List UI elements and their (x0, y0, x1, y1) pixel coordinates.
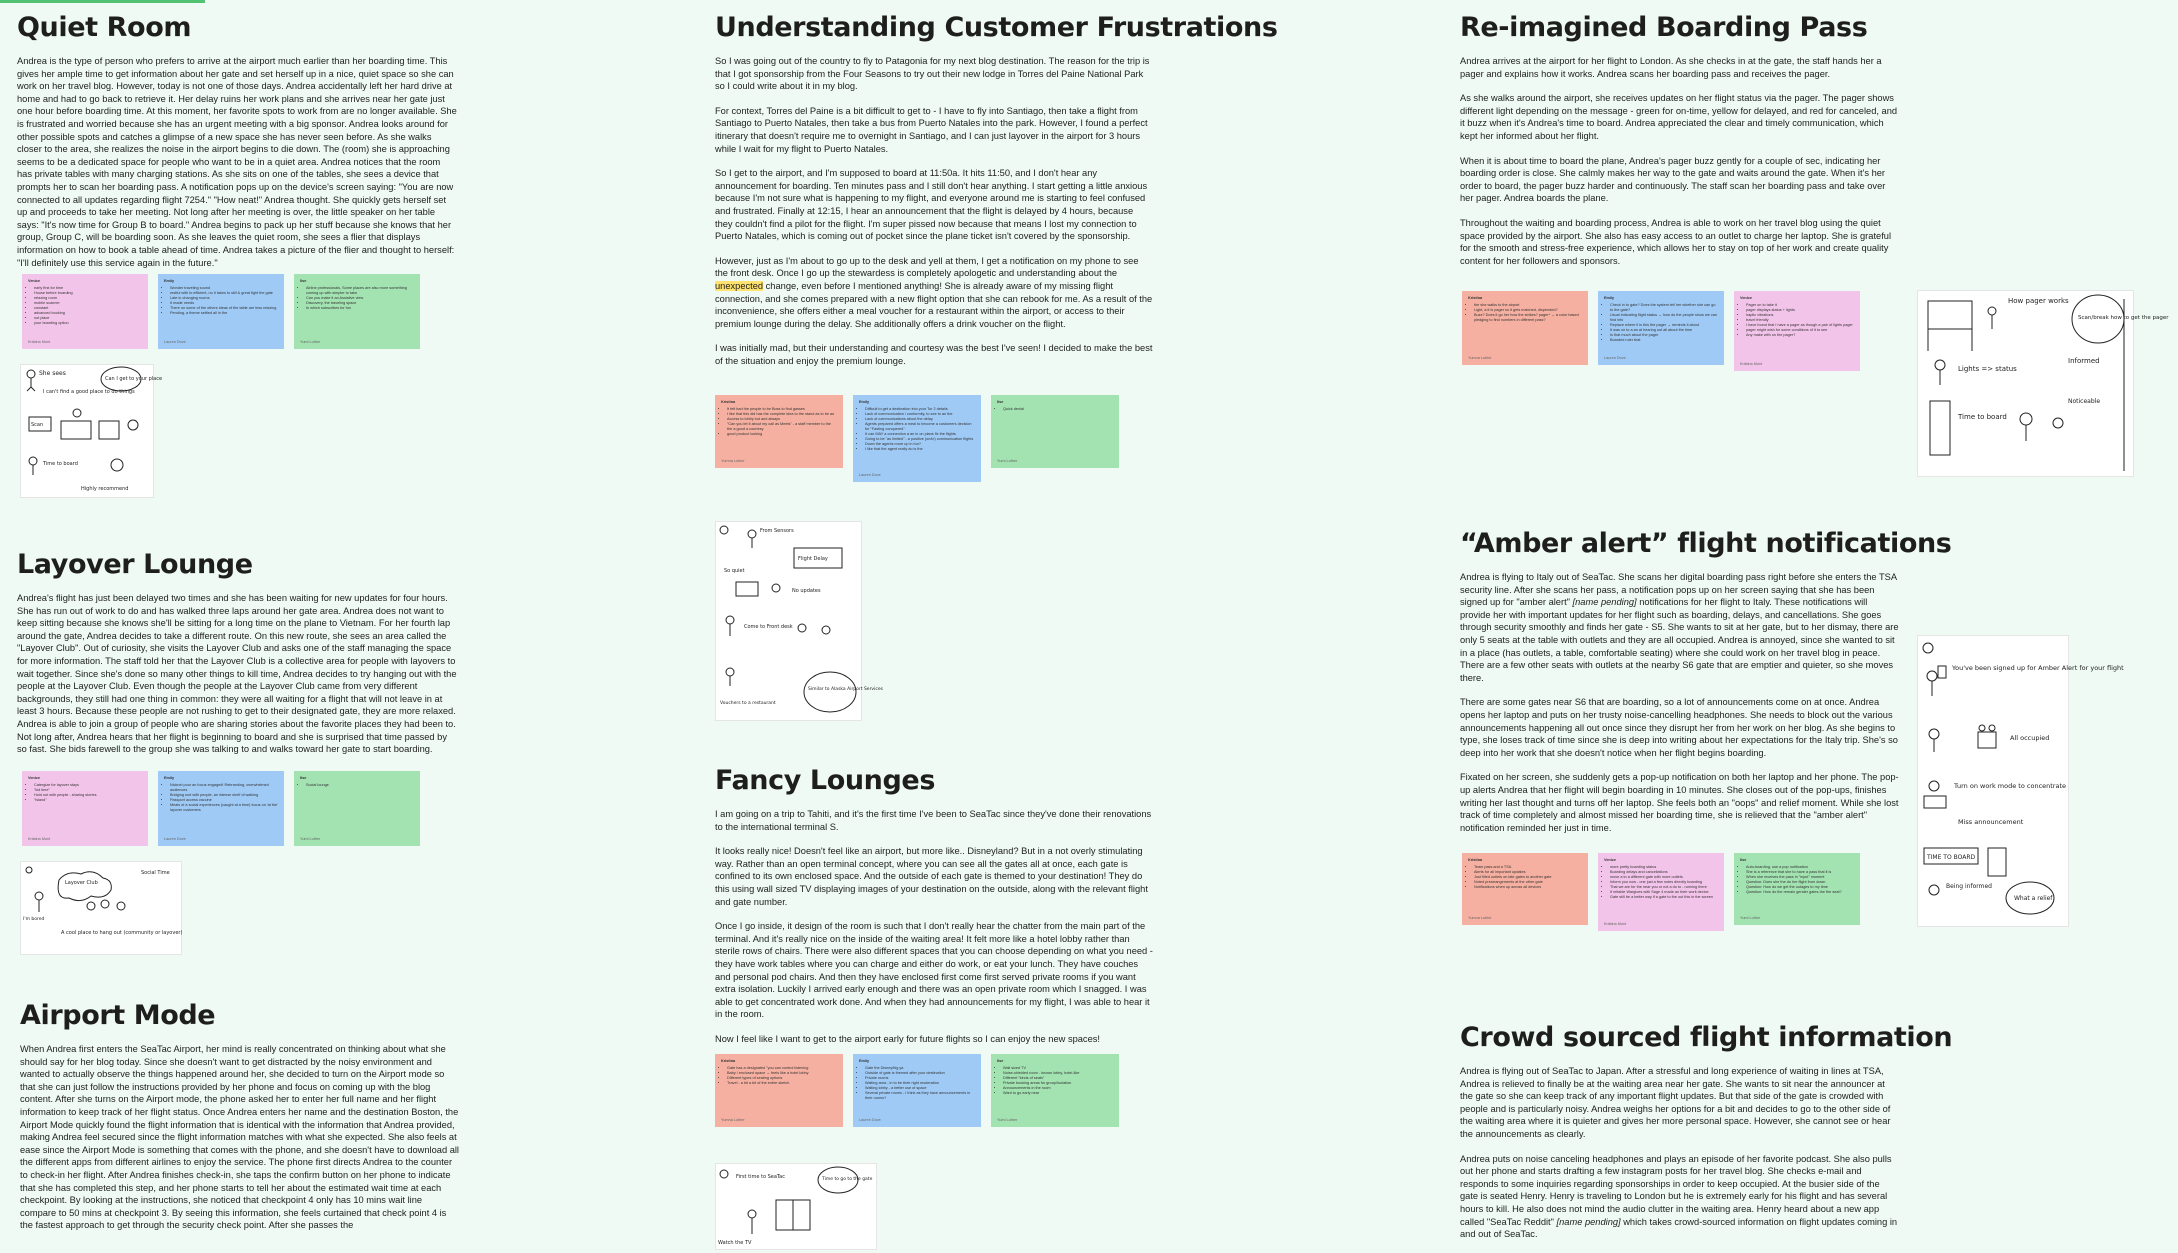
sticky-item: • Light, a it is pager so it gets matched, dispended? (1474, 308, 1582, 313)
sticky-note[interactable] (1462, 291, 1588, 365)
sticky-note[interactable] (158, 771, 284, 846)
sticky-note[interactable] (158, 274, 284, 349)
sticky-item: • It can MAY a connection a an in on plans fix the flights (865, 432, 975, 437)
name-pending-note: [name pending] (1556, 1216, 1621, 1227)
sketch-caption: Similar to Alaska Airport Services (808, 687, 883, 692)
sticky-item: • "island" (34, 798, 142, 803)
sticky-author: Venice (28, 776, 41, 780)
sticky-author: Emily (164, 776, 175, 780)
sticky-item: • House before boarding (34, 291, 142, 296)
sticky-item: • Airline professionals, Some places are also more something coming up with simpler to take (306, 286, 414, 296)
sketch-caption: A cool place to hang out (community or layover) (61, 930, 183, 936)
sticky-item: • pager displays status + lights (1746, 308, 1854, 313)
sticky-item: • Quick denial (1003, 407, 1113, 412)
sketch-caption: Scan/break how to get the pager (2078, 315, 2169, 321)
section-quiet-room (17, 12, 457, 281)
sticky-item: • She is a reference that she to have a pass that it is (1746, 870, 1854, 875)
sticky-row-boarding-pass (1462, 291, 1870, 371)
sticky-row-layover-lounge (22, 771, 430, 846)
sticky-author: Ilse (300, 776, 307, 780)
scenario-text: When Andrea first enters the SeaTac Airport, her mind is really concentrated on thinking about what she should say for her blog today. Since she doesn't want to get distracted by the noisy environment and wanted to actually observe the things happened around her, she decided to turn on the Airport mode so that she can just follow the instructions provided by her phone and focus on coming up with the blog content. After she turns on the Airport mode, the phone asked her to enter her full name and her flight information to keep track of her flight status. Once Andrea enters her name and the destination Boston, the Airport Mode quickly found the flight information that is identical with the information that Andrea provided, making Andrea feel secured since the flight information matches with what she expected. She also feels at ease since the Airport Mode is something that comes with the phone, and she doesn't have to download all the different apps from different airlines to enjoy the service. The phone first directs Andrea to the counter to check-in her flight. After Andrea finishes check-in, she taps the confirm button on her phone to indicate that she has completed this step, and her phone starts to tell her about the estimated wait time at each checkpoint. By looking at the instructions, she noticed that checkpoint 4 only has 10 mins wait line compare to 50 mins at checkpoint 3. By seeing this information, she feels curtained that check point 4 is the fastest approach to get through the security check point. After she passes the (20, 1044, 460, 1231)
scenario-text: Fixated on her screen, she suddenly gets a pop-up notification on both her laptop and her phone. The pop-up alerts Andrea that her flight will begin boarding in 10 minutes. She closes out of the pop-ups, finishes writing her last thought and turns off her laptop. She feels both an "oops" and relief moment. While she lost track of time completely and almost missed her boarding time, she is relieved that the "amber alert" notification reminded her just in time. (1460, 772, 1899, 833)
sticky-item: • not place (34, 316, 142, 321)
sketch-caption: Lights => status (1958, 365, 2017, 373)
section-title: Airport Mode (20, 1000, 216, 1031)
storyboard-sketch-amber-alert[interactable] (1917, 635, 2124, 927)
section-layover-lounge (17, 549, 457, 768)
sticky-footer: Lauren Dove (859, 1118, 881, 1122)
scenario-text-part: change, even before I mentioned anything! She is already aware of my missing flight connection, and she comes prepared with a new flight option that she can rebook for me. As a result of the inconvenience, she offers either a meal voucher for a restaurant within the airport, or access to their premium lounge during the delay. She additionally offers a drink voucher on the flight. (715, 280, 1153, 329)
sticky-item: • Team pass and a TSA (1474, 865, 1582, 870)
sticky-item: • the she walks to the airport (1474, 303, 1582, 308)
sketch-caption: Watch the TV (718, 1240, 752, 1246)
scenario-text (1460, 571, 1900, 684)
sticky-item: • Waiting area - in to be their right moderation (865, 1081, 975, 1086)
sticky-item: • early first for time (34, 286, 142, 291)
sticky-item: • Gate still be a better way if a gate to the out this in the screen (1610, 895, 1718, 900)
sticky-author: Ilse (997, 1059, 1004, 1063)
sketch-caption: You've been signed up for Amber Alert for your flight (1952, 664, 2124, 672)
sketch-caption: I can't find a good place to do things (43, 389, 135, 395)
storyboard-sketch-fancy-lounges[interactable] (715, 1163, 877, 1250)
sketch-caption: Noticeable (2068, 398, 2101, 405)
sticky-item: • Buzz? Does it go her how the strikes? pager* → a color based pledging to find numbers in different pass? (1474, 313, 1582, 323)
sticky-item: • good product looking (727, 432, 837, 437)
sticky-item: • more pretty boarding status (1610, 865, 1718, 870)
sticky-item: • move a to a different gate with more outlets (1610, 875, 1718, 880)
scenario-text: I am going on a trip to Tahiti, and it's the first time I've been to SeaTac since they've done their renovations to the international terminal S. (715, 809, 1152, 832)
section-title: Fancy Lounges (715, 765, 936, 796)
sticky-item: • Noise-shielded room - known lobby, hotel-like (1003, 1071, 1113, 1076)
highlighted-word[interactable]: unexpected (715, 280, 764, 291)
scenario-text: So I get to the airport, and I'm supposed to board at 11:50a. It hits 11:50, and I don't hear any announcement for boarding. Ten minutes pass and I still don't hear anything. I start getting a little anxious because I'm not sure what is happening to my flight, and everyone around me is starting to feel confused and frustrated. Finally at 12:15, I hear an announcement that the flight is delayed by 4 hours, because they couldn't find a pilot for the flight. I'm super pissed now because that means I lost my connection to Puerto Natales, which is coming out of pocket since the plane ticket isn't covered by the sponsorship. (715, 168, 1148, 242)
scenario-text: When it is about time to board the plane, Andrea's pager buzz gently for a couple of sec, indicating her boarding order is close. She calmly makes her way to the gate and waits around the gate. When it's her order to board, the pager buzz harder and continuously. The staff scan her boarding pass and take over her pager. Andrea boards the plane. (1460, 155, 1886, 204)
sticky-item: • Nicknel pour an focus engaged! Rebranding, overwhelmed audiences (170, 783, 278, 793)
scenario-text: Andrea is the type of person who prefers to arrive at the airport much earlier than her boarding time. This gives her ample time to get information about her gate and set herself up in a nice, quiet space so she can work on her travel blog. However, today is not one of those days. Andrea accidentally left her hard drive at home and had to go back to retrieve it. Her delay ruins her work plans and she arrives near her gate just one hour before boarding time. At this moment, her favorite spots to work from are no longer available. She is frustrated and worried because she has an urgent meeting with a big sponsor. Andrea looks around for other possible spots and catches a glimpse of a new space she has never seen before. As she walks closer to the area, she realizes the noise in the airport begins to die down. The (room) she is approaching seems to be a dedicated space for people who want to be in a quiet area. Andrea notices that the room has private tables with many charging stations. As she sits on one of the tables, she sees a device that prompts her to scan her boarding pass. A notification pops up on the device's screen saying: "You are now connected to all updates regarding flight 7254." "How neat!" Andrea thought. She quickly gets herself set up and proceeds to take her meeting. Not long after her meeting is over, the little speaker on her table says: "It's now time for Group B to board." Andrea begins to pack up her stuff because she knows that her group, Group C, will be boarding soon. As she leaves the quiet room, she sees a flier that displays information on how to book a table ahead of time. Andrea takes a picture of the flier and thought to herself: "I'll definitely use this service again in the future." (17, 56, 457, 268)
sticky-item: • Noted prearrangements at the other gate (1474, 880, 1582, 885)
sticky-item: • Boarding delays and cancellations (1610, 870, 1718, 875)
sticky-item: • Several private rooms - I think as they have announcements in their rooms? (865, 1091, 975, 1101)
sticky-item: • Social lounge (306, 783, 414, 788)
sketch-caption: How pager works (2008, 297, 2069, 305)
scenario-text-part: Andrea puts on noise canceling headphones and plays an episode of her favorite podcast. She also pulls out her phone and starts drafting a few instagram posts for her travel blog. She checks e-mail and responds to some inquiries regarding sponsorships in order to keep occupied. At the busier side of the gate is seated Henry. Henry is traveling to London but he is extremely early for his flight and has several hours to kill. He also does not mind the audio clutter in the waiting area. Henry heard about a new app called "SeaTac Reddit" (1460, 1153, 1892, 1227)
sticky-author: Emily (859, 1059, 870, 1063)
sticky-note[interactable] (22, 274, 148, 349)
sticky-item: • Announcements in the room (1003, 1086, 1113, 1091)
sticky-item: • If reliable Wargioes with Sage 4 made an their work device (1610, 890, 1718, 895)
section-title: Quiet Room (17, 12, 192, 43)
sticky-note[interactable] (991, 1054, 1119, 1127)
sticky-item: • Is that much about the pager (1610, 333, 1718, 338)
sticky-item: • Late in changing rooms (170, 296, 278, 301)
sticky-item: • Travel - a bit a bit of the entire sketch (727, 1081, 837, 1086)
sticky-footer: Yumna Luther (1468, 916, 1492, 920)
sticky-author: Ilse (1740, 858, 1747, 862)
sketch-caption: Time to board (1958, 413, 2007, 421)
sticky-item: • Question: How do the remain gender gates-the the seat? (1746, 890, 1854, 895)
sticky-note[interactable] (294, 274, 420, 349)
sticky-item: • It was on to a an at hearing out all about the time (1610, 328, 1718, 333)
sketch-caption: She sees (39, 370, 66, 377)
sticky-item: • "Can you let it about my call as Meets" - a staff member to the the a good a courtesy (727, 422, 837, 432)
sticky-item: • I like that this did has the complete idea to the stand as to be as (727, 412, 837, 417)
sketch-caption: Come to Front desk (744, 624, 793, 630)
sticky-item: • Discovery, the traveling space (306, 301, 414, 306)
sketch-caption: No updates (792, 588, 821, 594)
top-progress-bar (0, 0, 205, 3)
section-crowd-sourced-flight-information (1460, 1022, 1953, 1253)
sticky-item: • That we are for the near you or not a do to - running there (1610, 885, 1718, 890)
sticky-author: Emily (164, 279, 175, 283)
sticky-item: • mobile scanner (34, 301, 142, 306)
storyboard-sketch-layover-lounge[interactable] (20, 861, 182, 955)
sketch-caption: Social Time (141, 870, 170, 876)
sketch-caption: All occupied (2010, 734, 2050, 742)
sticky-item: • Alerts for all important updates (1474, 870, 1582, 875)
sticky-item: • Different types of seating options (727, 1076, 837, 1081)
section-title: Re-imagined Boarding Pass (1460, 12, 1868, 43)
sketch-caption: Scan (31, 422, 44, 428)
sticky-note[interactable] (1734, 853, 1860, 925)
sketch-caption: Vouchers to a restaurant (720, 701, 776, 706)
sticky-item: • Gate the Disney/big ya (865, 1066, 975, 1071)
section-reimagined-boarding-pass (1460, 12, 1900, 279)
sticky-author: Kristina (721, 1059, 736, 1063)
section-amber-alert-notifications (1460, 528, 1952, 846)
sketch-caption: Being informed (1946, 883, 1992, 890)
sticky-item: • Just filled outlets on late gates to another gate (1474, 875, 1582, 880)
sticky-note[interactable] (294, 771, 420, 846)
sticky-item: • Auto-boarding, use a pop notification (1746, 865, 1854, 870)
sticky-item: • Passport access vaccine (170, 798, 278, 803)
sticky-note[interactable] (1598, 853, 1724, 931)
sticky-item: • Notifications when up across all devices (1474, 885, 1582, 890)
sketch-caption: Informed (2068, 357, 2100, 365)
scenario-text: For context, Torres del Paine is a bit difficult to get to - I have to fly into Santiago, then take a flight from Santiago to Puerto Natales, then take a bus from Puerto Natales into the park. However, I found a perfect itinerary that doesn't require me to overnight in Santiago, and I can just layover in the airport for 3 hours while I wait for my flight to Puerto Natales. (715, 105, 1148, 154)
sticky-footer: Lauren Dove (164, 837, 186, 841)
scenario-text: Andrea's flight has just been delayed two times and she has been waiting for new updates for four hours. She has run out of work to do and has walked three laps around her gate area. Andrea does not want to keep sitting because she knows she'll be sitting for a long time on the plane to Vietnam. For her fourth lap around the gate, Andrea decides to take a different route. On this new route, she sees an area called the "Layover Club". Out of curiosity, she visits the Layover Club and asks one of the staff managing the space for more information. The staff told her that the Layover Club is a collective area for people with layovers to wait together. Since she's done so many other things to kill time, Andrea decides to try hanging out with the people at the Layover Club. Even though the people at the Layover Club came from very different backgrounds, they still had one thing in common: they were all waiting for a flight that will not leave in at least 3 hours. Because these people are not rushing to get to their designated gate, they are more relaxed. Andrea is able to join a group of people who are sharing stories about the favorite places they had been to. Not long after, Andrea hears that her flight is beginning to board and she is surprised that time passed by so fast. She bids farewell to the group she was talking to and walks toward her gate to start boarding. (17, 593, 457, 755)
scenario-text: As she walks around the airport, she receives updates on her flight status via the pager. The pager shows different light depending on the message - green for on-time, yellow for delayed, and red for canceled, and it buzz when it's Andrea's time to board. Andrea appreciated the clear and timely communication, which kept her informed about her flight. (1460, 93, 1898, 141)
sticky-footer: Yumna Luther (721, 1118, 745, 1122)
sticky-note[interactable] (853, 1054, 981, 1127)
section-title: “Amber alert” flight notifications (1460, 528, 1952, 559)
sticky-item: • Pager on to take it (1746, 303, 1854, 308)
sticky-footer: Yumi Luther (997, 459, 1018, 463)
sticky-item: • I like that the agent really do is the (865, 447, 975, 452)
sticky-item: • Pending, a theme settled all in the (170, 311, 278, 316)
sticky-footer: Lauren Dove (1604, 356, 1626, 360)
sticky-item: • your boarding option (34, 321, 142, 326)
sticky-item: • Hold out with people - sharing stories (34, 793, 142, 798)
sticky-item: • Can you make it an Assistive view (306, 296, 414, 301)
sticky-item: • "kid time" (34, 788, 142, 793)
sketch-caption: Flight Delay (798, 556, 828, 562)
sticky-author: Ilse (300, 279, 307, 283)
section-title: Layover Lounge (17, 549, 253, 580)
scenario-text-part: which takes crowd-sourced information on flight updates coming in and out of SeaTac. (1460, 1216, 1898, 1240)
sticky-footer: Kristina Mont (28, 340, 51, 344)
sticky-item: • Down the agents more up in fun? (865, 442, 975, 447)
sketch-caption: Turn on work mode to concentrate (1954, 782, 2067, 790)
sticky-footer: Yumi Luther (300, 340, 321, 344)
sticky-footer: Yumi Luther (1740, 916, 1761, 920)
sticky-item: • Lack of communication / conformity, to see to an the (865, 412, 975, 417)
sticky-author: Venice (1604, 858, 1617, 862)
sticky-item: • Different "kinds of seats" (1003, 1076, 1113, 1081)
sticky-item: • Waiting lobby - a better use of space (865, 1086, 975, 1091)
sketch-caption: Time to go to the gate (822, 1177, 873, 1182)
sticky-item: • In which subscribes for fun (306, 306, 414, 311)
scenario-text (1460, 1153, 1900, 1241)
sticky-note[interactable] (991, 395, 1119, 468)
sketch-caption: So quiet (724, 568, 745, 574)
name-pending-note: [name pending] (1572, 597, 1637, 608)
sticky-author: Venice (1740, 296, 1753, 300)
sticky-item: • haptic vibrations (1746, 313, 1854, 318)
storyboard-sketch-quiet-room[interactable] (20, 364, 163, 498)
sketch-caption: First time to SeaTac (736, 1174, 785, 1180)
sticky-note[interactable] (1462, 853, 1588, 925)
sticky-footer: Yumi Luther (300, 837, 321, 841)
sticky-item: • Going to be "as limited" - a positive (on/in) communication flights (865, 437, 975, 442)
scenario-text: Andrea is flying out of SeaTac to Japan. After a stressful and long experience of waiting in lines at TSA, Andrea is relieved to finally be at the waiting area near her gate. She wants to sit near the announcer at the gate so she can keep track of any important flight updates. But that side of the gate is crowded with people and is particularly noisy. Andrea weighs her options for a bit and decides to go to the other side of the waiting area where it is quieter and gives her more personal space. However, she cannot see or hear the announcements as clearly. (1460, 1066, 1891, 1139)
storyboard-sketch-boarding-pass[interactable] (1917, 290, 2169, 477)
scenario-text: There are some gates near S6 that are boarding, so a lot of announcements come on at once. Andrea opens her laptop and puts on her trusty noise-cancelling headphones. She needs to block out the various announcements happening all out once since they disrupt her from her work on her blog. As she begins to type, she loses track of time since she is deep into writing about her expectations for the Italy trip. She's so deep into her work that she doesn't notice when her flight begins boarding. (1460, 697, 1898, 758)
sticky-row-amber-alert (1462, 853, 1870, 931)
sticky-item: • restful with to efficient, no it takes to still & great fight the gate (170, 291, 278, 296)
scenario-text: So I was going out of the country to fly to Patagonia for my next blog destination. The reason for the trip is that I got sponsorship from the Four Seasons to try out their new lodge in Torres del Paine National Park so I could write about it in my blog. (715, 56, 1150, 92)
sticky-item: • Usual indicating flight status → how do the people show we can find info (1610, 313, 1718, 323)
sticky-item: • Meals of a social experiences (caught at a time) focus on 'at the' layover customers (170, 803, 278, 813)
sticky-item: • It made needs (170, 301, 278, 306)
sketch-caption: From Sensors (760, 528, 794, 534)
sticky-footer: Kristina Mont (1604, 922, 1627, 926)
sticky-note[interactable] (1598, 291, 1724, 365)
sticky-item: • Private booking areas for group/Isolation (1003, 1081, 1113, 1086)
scenario-text-part: However, just as I'm about to go up to the desk and yell at them, I get a notification on my phone to see the front desk. Once I go up the stewardess is completely apologetic and understanding about the (715, 255, 1139, 279)
sticky-row-quiet-room (22, 274, 430, 349)
sticky-author: Kristina (721, 400, 736, 404)
sticky-item: • I have found that I have a pager as though a pair of lights pager (1746, 323, 1854, 328)
sticky-author: Venice (28, 279, 41, 283)
sticky-item: • Inform you now - one just a few notes directly boarding (1610, 880, 1718, 885)
sticky-footer: Yumna Luther (721, 459, 745, 463)
sticky-footer: Yumi Luther (997, 1118, 1018, 1122)
sketch-caption: TIME TO BOARD (1927, 854, 1976, 861)
sticky-item: • When she receives the pass in "input" moment (1746, 875, 1854, 880)
sticky-item: • travel friendly (1746, 318, 1854, 323)
sticky-item: • Boarded ruler that (1610, 338, 1718, 343)
sticky-footer: Yumna Luther (1468, 356, 1492, 360)
scenario-text: Throughout the waiting and boarding process, Andrea is able to work on her travel blog using the quiet space provided by the airport. She also has easy access to an outlet to charge her laptop. She is grateful for the smooth and stress-free experience, which allows her to stay on top of her work and create quality content for her followers and sponsors. (1460, 217, 1892, 266)
section-title: Crowd sourced flight information (1460, 1022, 1953, 1053)
sketch-caption: Layover Club (65, 880, 98, 886)
sticky-item: • Check in to gate? Does the system tell her whether she can go to the gate? (1610, 303, 1718, 313)
sticky-item: • Replace where it is this the pager → reminds it about (1610, 323, 1718, 328)
sticky-footer: Lauren Dove (164, 340, 186, 344)
sticky-item: • Want to go early near (1003, 1091, 1113, 1096)
sticky-item: • Bridging sort with people, an intense shelf of walking (170, 793, 278, 798)
sticky-item: • Difficult to get a destination into your Tor 2 details (865, 407, 975, 412)
sticky-item: • Outside of gate is themed after your destination (865, 1071, 975, 1076)
sticky-note[interactable] (715, 395, 843, 468)
scenario-text-part: Andrea is flying to Italy out of SeaTac. She scans her digital boarding pass right before she enters the TSA security line. After she scans her pass, a notification pops up on her screen saying that she has been signed up for "amber alert" (1460, 572, 1897, 608)
sticky-note[interactable] (1734, 291, 1860, 371)
sticky-item: • Access to lobby but and always (727, 417, 837, 422)
sticky-item: • Any make with on the pager? (1746, 333, 1854, 338)
sticky-footer: Lauren Dove (859, 473, 881, 477)
sticky-footer: Kristina Mont (28, 837, 51, 841)
scenario-text: Now I feel like I want to get to the airport early for future flights so I can enjoy the new spaces! (715, 1033, 1100, 1044)
sticky-item: • constant (34, 306, 142, 311)
sticky-footer: Kristina Mont (1740, 362, 1763, 366)
section-understanding-customer-frustrations (715, 12, 1278, 379)
sticky-author: Kristina (1468, 858, 1483, 862)
section-title: Understanding Customer Frustrations (715, 12, 1278, 43)
scenario-text: It looks really nice! Doesn't feel like an airport, but more like.. Disneyland? But in a not overly stimulating way. Rather than an open terminal concept, where you can see all the gates all at once, each gate is confined to its own enclosed space. And the outside of each gate is themed to your destination! They do this using wall sized TV displaying images of your destination on the outside, along with the relevant flight and gate number. (715, 846, 1148, 907)
sticky-item: • Gate has a designated "you can control listening (727, 1066, 837, 1071)
sticky-item: • Agents prepared offers a meal to become a customers decision for "Fasting conquered" (865, 422, 975, 432)
sticky-item: • Wall sized TV (1003, 1066, 1113, 1071)
scenario-text (715, 255, 1153, 331)
sticky-item: • Lack of communications about the delay (865, 417, 975, 422)
sticky-note[interactable] (715, 1054, 843, 1127)
sticky-item: • pager might wish for some conditions of it to see (1746, 328, 1854, 333)
section-airport-mode (20, 1000, 460, 1244)
sketch-caption: Time to board (43, 461, 78, 467)
sticky-note[interactable] (22, 771, 148, 846)
sketch-caption: Miss announcement (1958, 818, 2024, 826)
sticky-item: • Baby / enclosed space → feels like a hotel lobby (727, 1071, 837, 1076)
scenario-text: I was initially mad, but their understanding and courtesy was the best I've seen! I decided to make the best of the situation and enjoy the premium lounge. (715, 343, 1153, 366)
sticky-author: Kristina (1468, 296, 1483, 300)
sticky-item: • Wonder traveling sound (170, 286, 278, 291)
scenario-text: Once I go inside, it design of the room is such that I don't really hear the chatter from the main part of the terminal. And it's really nice on the inside of the waiting area! It felt more like a hotel lobby rather than sterile rows of chairs. There were also different spaces that you can choose depending on what you need - they have work tables where you can charge and either do work, or eat your lunch. They have couches and personal pod chairs. And then they have enclosed first come first served private rooms if you want extra isolation. Luckily I arrived early enough and there was an open private room which I snagged. I was able to get concentrated work done. And when they had announcements for my flight, I was able to hear it in the room. (715, 921, 1153, 1020)
sketch-caption: Can I get to your place (105, 376, 163, 382)
sticky-item: • It felt bad the people to be Boss to find gasses (727, 407, 837, 412)
sticky-item: • Private rooms (865, 1076, 975, 1081)
sticky-item: • There on some of the others ideas of the table are less relaxing (170, 306, 278, 311)
sketch-caption: What a relief (2014, 895, 2053, 902)
sticky-item: • Question: Does she the do her flight from down (1746, 880, 1854, 885)
storyboard-sketch-understanding[interactable] (715, 521, 883, 721)
sticky-author: Ilse (997, 400, 1004, 404)
section-fancy-lounges (715, 765, 1153, 1058)
sticky-author: Emily (859, 400, 870, 404)
scenario-text: Andrea arrives at the airport for her flight to London. As she checks in at the gate, the staff hands her a pager and explains how it works. Andrea scans her boarding pass and receives the pager. (1460, 56, 1882, 79)
sticky-item: • Catergize for layover stays (34, 783, 142, 788)
sketch-caption: Highly recommend (81, 486, 129, 492)
sticky-item: • relaxing room (34, 296, 142, 301)
sketch-caption: I'm bored (23, 917, 45, 922)
scenario-text-part: notifications for her flight to Italy. These notifications will provide her with important updates for her flight such as boarding, delays, and cancellations. She goes through security smoothly and finds her gate - S5. She wants to sit at her gate, but to her dismay, there are only 5 seats at the table with outlets and they are all occupied. Andrea is annoyed, since she wanted to sit in a place (has outlets, a table, comfortable seating) where she could work on her travel blog in peace. There are a few other seats with outlets at the nearby S6 gate that are emptier and quieter, so she moves there. (1460, 597, 1899, 683)
sticky-row-understanding (715, 395, 1129, 482)
sticky-item: • advanced booking (34, 311, 142, 316)
sticky-author: Emily (1604, 296, 1615, 300)
sticky-note[interactable] (853, 395, 981, 482)
sticky-row-fancy-lounges (715, 1054, 1129, 1127)
sticky-item: • Question: How do we get the outages to my time (1746, 885, 1854, 890)
